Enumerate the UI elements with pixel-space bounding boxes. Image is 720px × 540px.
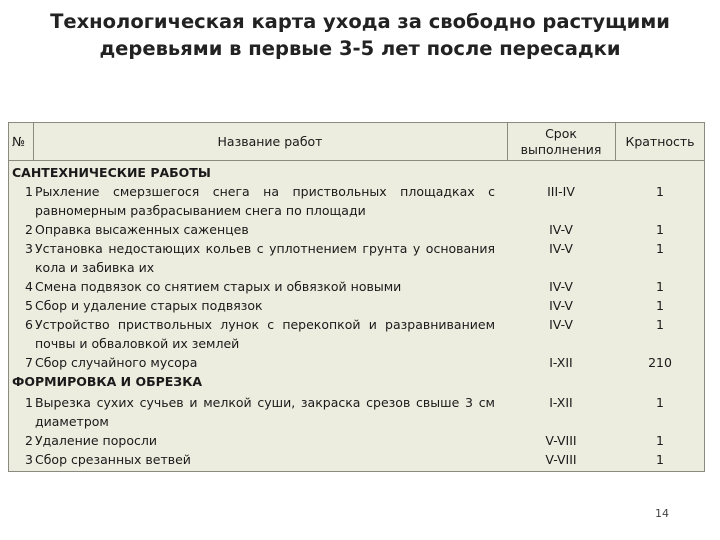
row-name-line1: Сбор случайного мусора	[35, 355, 198, 370]
row-freq: 1	[656, 395, 664, 410]
row-freq: 1	[656, 241, 664, 256]
row-term: IV-V	[549, 222, 573, 237]
row-number: 4	[25, 279, 33, 294]
row-name-line2: равномерным разбрасыванием снега по площади	[35, 203, 366, 218]
row-freq: 1	[656, 433, 664, 448]
row-term: IV-V	[549, 279, 573, 294]
row-term: III-IV	[547, 184, 575, 199]
row-number: 2	[25, 222, 33, 237]
header-freq: Кратность	[625, 134, 695, 149]
row-freq: 1	[656, 298, 664, 313]
header-term-line1: Срок	[545, 126, 577, 141]
header-num: №	[12, 134, 26, 149]
section-title-sanitary: САНТЕХНИЧЕСКИЕ РАБОТЫ	[12, 165, 211, 180]
row-freq: 210	[648, 355, 672, 370]
row-term: V-VIII	[545, 452, 577, 467]
row-freq: 1	[656, 222, 664, 237]
table-header	[9, 123, 704, 161]
row-term: I-XII	[549, 395, 573, 410]
row-freq: 1	[656, 452, 664, 467]
row-name-line1: Рыхление смерзшегося снега на приствольных площадках с	[35, 184, 495, 199]
row-freq: 1	[656, 279, 664, 294]
care-table	[8, 122, 705, 472]
row-term: I-XII	[549, 355, 573, 370]
page-number: 14	[655, 507, 669, 520]
row-number: 5	[25, 298, 33, 313]
row-name-line1: Сбор срезанных ветвей	[35, 452, 191, 467]
row-name-line1: Удаление поросли	[35, 433, 157, 448]
row-number: 7	[25, 355, 33, 370]
row-number: 2	[25, 433, 33, 448]
row-name-line1: Устройство приствольных лунок с перекопкой и разравниванием	[35, 317, 495, 332]
row-freq: 1	[656, 317, 664, 332]
row-term: IV-V	[549, 317, 573, 332]
row-term: IV-V	[549, 241, 573, 256]
title-line-2: деревьями в первые 3-5 лет после пересадки	[99, 37, 621, 60]
row-name-line1: Оправка высаженных саженцев	[35, 222, 249, 237]
row-name-line2: диаметром	[35, 414, 109, 429]
row-name-line2: кола и забивка их	[35, 260, 155, 275]
row-freq: 1	[656, 184, 664, 199]
row-number: 3	[25, 241, 33, 256]
header-term-line2: выполнения	[520, 142, 602, 157]
header-name: Название работ	[217, 134, 323, 149]
row-name-line2: почвы и обваловкой их землей	[35, 336, 240, 351]
row-number: 6	[25, 317, 33, 332]
row-name-line1: Сбор и удаление старых подвязок	[35, 298, 263, 313]
row-number: 1	[25, 395, 33, 410]
row-number: 3	[25, 452, 33, 467]
row-name-line1: Установка недостающих кольев с уплотнением грунта у основания	[35, 241, 495, 256]
row-term: V-VIII	[545, 433, 577, 448]
page-title	[0, 8, 720, 62]
row-name-line1: Смена подвязок со снятием старых и обвязкой новыми	[35, 279, 402, 294]
row-term: IV-V	[549, 298, 573, 313]
header-term	[507, 123, 615, 161]
title-line-1: Технологическая карта ухода за свободно растущими	[50, 10, 670, 33]
row-number: 1	[25, 184, 33, 199]
row-name-line1: Вырезка сухих сучьев и мелкой суши, закраска срезов свыше 3 см	[35, 395, 495, 410]
section-title-pruning: ФОРМИРОВКА И ОБРЕЗКА	[12, 374, 203, 389]
